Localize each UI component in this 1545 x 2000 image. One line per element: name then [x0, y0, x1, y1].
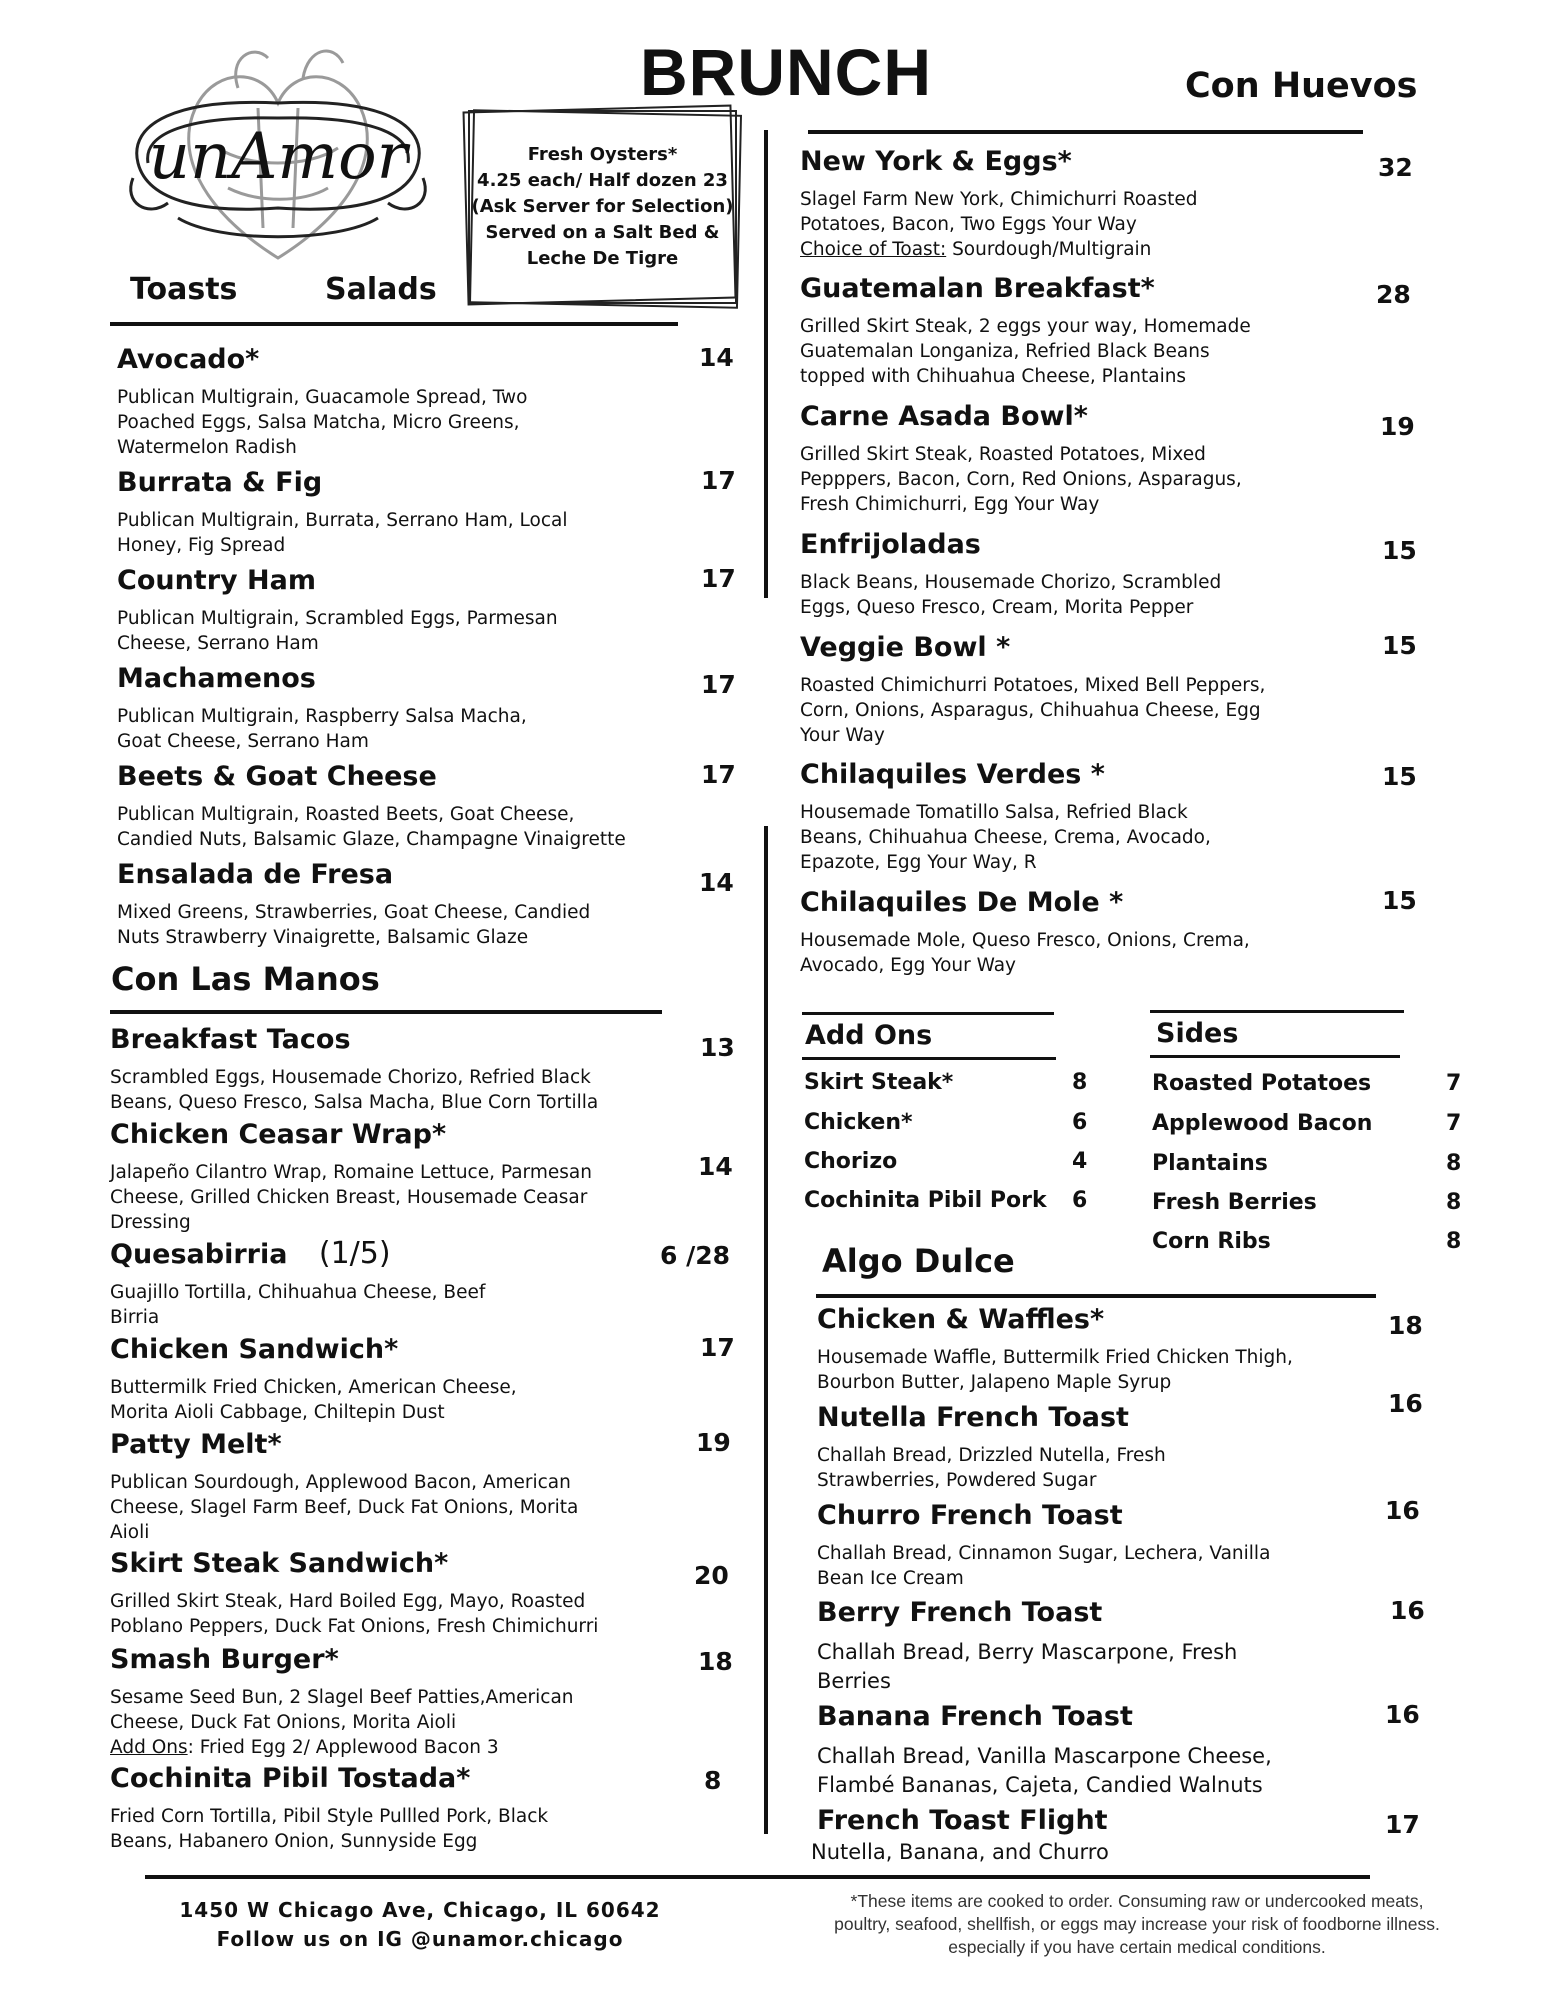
item-choice	[800, 237, 1420, 262]
item-name: Breakfast Tacos	[110, 1024, 351, 1055]
item-name: Banana French Toast	[817, 1701, 1133, 1732]
list-item	[110, 1333, 750, 1425]
item-desc: Jalapeño Cilantro Wrap, Romaine Lettuce, Parmesan Cheese, Grilled Chicken Breast, Housemade Ceasar Dressing	[110, 1162, 592, 1233]
item-name: Enfrijoladas	[800, 529, 981, 560]
add-on-item	[804, 1149, 1094, 1174]
add-on-item	[804, 1188, 1094, 1213]
item-name: Machamenos	[117, 663, 316, 694]
item-price: 18	[1388, 1311, 1423, 1340]
list-item	[117, 760, 777, 852]
add-on-price: 4	[1072, 1149, 1088, 1174]
item-price: 17	[700, 1333, 735, 1362]
item-price: 13	[700, 1033, 735, 1062]
item-desc: Mixed Greens, Strawberries, Goat Cheese, Candied Nuts Strawberry Vinaigrette, Balsamic Glaze	[117, 902, 591, 948]
item-desc: Publican Multigrain, Burrata, Serrano Ham, Local Honey, Fig Spread	[117, 510, 568, 556]
footer-instagram: Follow us on IG @unamor.chicago	[216, 1927, 624, 1951]
item-price: 15	[1382, 536, 1417, 565]
item-price: 8	[704, 1766, 722, 1795]
side-item	[1152, 1111, 1462, 1136]
add-on-name: Cochinita Pibil Pork	[804, 1188, 1047, 1213]
addons-text: : Fried Egg 2/ Applewood Bacon 3	[187, 1737, 499, 1758]
side-item	[1152, 1229, 1462, 1254]
add-on-item	[804, 1070, 1094, 1095]
side-price: 8	[1446, 1229, 1462, 1254]
item-name: Beets & Goat Cheese	[117, 761, 437, 792]
item-name: Chilaquiles De Mole *	[800, 887, 1124, 918]
column-divider-bottom	[764, 826, 768, 1834]
item-desc: Grilled Skirt Steak, Roasted Potatoes, Mixed Pepppers, Bacon, Corn, Red Onions, Asparagus, Fresh Chimichurri, Egg Your Way	[800, 444, 1242, 515]
item-name: Chicken Sandwich*	[110, 1334, 399, 1365]
side-name: Applewood Bacon	[1152, 1111, 1373, 1136]
item-desc: Housemade Mole, Queso Fresco, Onions, Crema, Avocado, Egg Your Way	[800, 930, 1250, 976]
disclaimer-line-3: especially if you have certain medical conditions.	[948, 1937, 1326, 1957]
item-price: 19	[696, 1428, 731, 1457]
oyster-line-5: Leche De Tigre	[526, 248, 679, 269]
item-price: 32	[1378, 153, 1413, 182]
item-price: 15	[1382, 762, 1417, 791]
item-price: 14	[699, 343, 734, 372]
item-price: 14	[699, 868, 734, 897]
item-desc: Fried Corn Tortilla, Pibil Style Pullled Pork, Black Beans, Habanero Onion, Sunnyside Egg	[110, 1806, 549, 1852]
list-item	[110, 1023, 750, 1115]
sides-rule-top	[1150, 1010, 1404, 1013]
add-ons-rule-bottom	[802, 1057, 1056, 1060]
add-on-name: Chicken*	[804, 1110, 913, 1135]
list-item	[800, 631, 1420, 748]
side-price: 8	[1446, 1151, 1462, 1176]
side-name: Roasted Potatoes	[1152, 1071, 1372, 1096]
item-name: Chicken & Waffles*	[817, 1304, 1105, 1335]
list-item	[817, 1303, 1437, 1395]
list-item	[117, 858, 737, 950]
side-item	[1152, 1151, 1462, 1176]
footer-address-block	[150, 1896, 690, 1954]
item-desc: Roasted Chimichurri Potatoes, Mixed Bell Peppers, Corn, Onions, Asparagus, Chihuahua Cheese, Egg Your Way	[800, 675, 1266, 746]
footer-rule	[145, 1875, 1370, 1879]
sides-heading: Sides	[1156, 1018, 1239, 1049]
oyster-line-3: (Ask Server for Selection)	[471, 196, 734, 217]
list-item	[817, 1596, 1437, 1696]
item-desc: Guajillo Tortilla, Chihuahua Cheese, Beef Birria	[110, 1282, 486, 1328]
item-portion: (1/5)	[318, 1236, 391, 1271]
item-desc: Publican Sourdough, Applewood Bacon, American Cheese, Slagel Farm Beef, Duck Fat Onions, Morita Aioli	[110, 1472, 579, 1543]
item-price: 16	[1385, 1700, 1420, 1729]
item-desc: Scrambled Eggs, Housemade Chorizo, Refried Black Beans, Queso Fresco, Salsa Macha, Blue Corn Tortilla	[110, 1067, 599, 1113]
item-desc: Housemade Waffle, Buttermilk Fried Chicken Thigh, Bourbon Butter, Jalapeno Maple Syrup	[817, 1347, 1293, 1393]
side-name: Fresh Berries	[1152, 1190, 1317, 1215]
list-item	[817, 1496, 1437, 1591]
item-name: Avocado*	[117, 344, 260, 375]
item-desc: Publican Multigrain, Scrambled Eggs, Parmesan Cheese, Serrano Ham	[117, 608, 558, 654]
item-name: Quesabirria	[110, 1239, 288, 1270]
list-item	[800, 272, 1420, 389]
disclaimer-line-1: *These items are cooked to order. Consuming raw or undercooked meats,	[850, 1891, 1424, 1911]
item-desc: Grilled Skirt Steak, 2 eggs your way, Homemade Guatemalan Longaniza, Refried Black Beans topped with Chihuahua Cheese, Plantains	[800, 316, 1251, 387]
item-price: 17	[701, 466, 736, 495]
item-name: Patty Melt*	[110, 1429, 282, 1460]
side-name: Plantains	[1152, 1151, 1268, 1176]
add-ons-heading: Add Ons	[805, 1020, 933, 1051]
page-title: BRUNCH	[640, 35, 932, 109]
item-name: Berry French Toast	[817, 1597, 1103, 1628]
item-name: Burrata & Fig	[117, 467, 323, 498]
list-item	[117, 466, 737, 558]
item-name: Nutella French Toast	[817, 1402, 1129, 1433]
item-name: Chicken Ceasar Wrap*	[110, 1119, 447, 1150]
item-name: Carne Asada Bowl*	[800, 401, 1088, 432]
item-desc: Publican Multigrain, Guacamole Spread, Two Poached Eggs, Salsa Matcha, Micro Greens, Watermelon Radish	[117, 387, 528, 458]
footer-disclaimer	[812, 1890, 1462, 1959]
footer-address: 1450 W Chicago Ave, Chicago, IL 60642	[179, 1898, 661, 1922]
list-item	[800, 145, 1420, 262]
toasts-heading: Toasts	[130, 272, 238, 307]
item-price: 17	[1385, 1810, 1420, 1839]
item-name: Country Ham	[117, 565, 316, 596]
item-price: 20	[694, 1561, 729, 1590]
list-item	[117, 662, 737, 754]
oyster-line-1: Fresh Oysters*	[527, 144, 678, 165]
sides-rule-bottom	[1150, 1055, 1400, 1058]
list-item	[817, 1389, 1437, 1493]
item-desc: Black Beans, Housemade Chorizo, Scrambled Eggs, Queso Fresco, Cream, Morita Pepper	[800, 572, 1222, 618]
side-price: 8	[1446, 1190, 1462, 1215]
side-item	[1152, 1071, 1462, 1096]
choice-label: Choice of Toast:	[800, 239, 947, 260]
item-desc: Challah Bread, Vanilla Mascarpone Cheese, Flambé Bananas, Cajeta, Candied Walnuts	[817, 1744, 1272, 1797]
item-price: 15	[1382, 631, 1417, 660]
disclaimer-line-2: poultry, seafood, shellfish, or eggs may increase your risk of foodborne illness.	[834, 1914, 1440, 1934]
side-item	[1152, 1190, 1462, 1215]
oyster-line-2: 4.25 each/ Half dozen 23	[477, 170, 728, 191]
list-item	[110, 1643, 750, 1760]
logo-text: unAmor	[148, 120, 408, 194]
item-desc: Slagel Farm New York, Chimichurri Roasted Potatoes, Bacon, Two Eggs Your Way	[800, 189, 1198, 235]
list-item	[800, 758, 1420, 875]
item-addons	[110, 1735, 750, 1760]
side-price: 7	[1446, 1111, 1462, 1136]
item-price: 17	[701, 564, 736, 593]
toasts-rule	[110, 322, 678, 326]
item-desc: Buttermilk Fried Chicken, American Cheese, Morita Aioli Cabbage, Chiltepin Dust	[110, 1377, 517, 1423]
add-on-name: Chorizo	[804, 1149, 898, 1174]
list-item	[110, 1762, 750, 1854]
list-item	[110, 1118, 750, 1235]
add-ons-rule-top	[802, 1012, 1054, 1015]
item-price: 17	[701, 760, 736, 789]
item-name: Smash Burger*	[110, 1644, 339, 1675]
column-divider-top	[764, 130, 768, 598]
add-on-name: Skirt Steak*	[804, 1070, 954, 1095]
choice-text: Sourdough/Multigrain	[946, 239, 1152, 260]
item-name: Cochinita Pibil Tostada*	[110, 1763, 471, 1794]
add-on-price: 6	[1072, 1110, 1088, 1135]
item-name-row	[110, 1237, 750, 1272]
algo-dulce-heading: Algo Dulce	[822, 1242, 1015, 1280]
con-huevos-heading: Con Huevos	[1185, 66, 1418, 106]
list-item	[811, 1804, 1437, 1867]
con-las-manos-heading: Con Las Manos	[111, 960, 380, 998]
item-price: 15	[1382, 886, 1417, 915]
item-price: 18	[698, 1647, 733, 1676]
con-huevos-rule	[808, 130, 1363, 134]
item-price: 16	[1388, 1389, 1423, 1418]
list-item	[117, 564, 737, 656]
con-las-manos-rule	[110, 1010, 662, 1014]
add-on-price: 8	[1072, 1070, 1088, 1095]
item-desc: Sesame Seed Bun, 2 Slagel Beef Patties,American Cheese, Duck Fat Onions, Morita Aioli	[110, 1687, 574, 1733]
item-name: Veggie Bowl *	[800, 632, 1011, 663]
item-name: Skirt Steak Sandwich*	[110, 1548, 449, 1579]
item-desc: Challah Bread, Cinnamon Sugar, Lechera, Vanilla Bean Ice Cream	[817, 1543, 1271, 1589]
item-name: Churro French Toast	[817, 1500, 1123, 1531]
list-item	[110, 1547, 750, 1639]
item-desc: Challah Bread, Berry Mascarpone, Fresh Berries	[817, 1640, 1238, 1693]
item-desc: Grilled Skirt Steak, Hard Boiled Egg, Mayo, Roasted Poblano Peppers, Duck Fat Onions, Fresh Chimichurri	[110, 1591, 599, 1637]
addons-label: Add Ons	[110, 1737, 188, 1758]
list-item	[800, 528, 1420, 620]
add-on-item	[804, 1110, 1094, 1135]
item-price: 6 /28	[660, 1241, 731, 1270]
oysters-box	[465, 108, 740, 306]
salads-heading: Salads	[325, 272, 437, 307]
item-name: New York & Eggs*	[800, 146, 1072, 177]
side-name: Corn Ribs	[1152, 1229, 1271, 1254]
item-desc: Nutella, Banana, and Churro	[811, 1840, 1109, 1864]
algo-dulce-rule	[816, 1294, 1376, 1298]
item-name: Chilaquiles Verdes *	[800, 759, 1105, 790]
item-price: 19	[1380, 412, 1415, 441]
item-desc: Challah Bread, Drizzled Nutella, Fresh Strawberries, Powdered Sugar	[817, 1445, 1166, 1491]
item-name: French Toast Flight	[817, 1805, 1108, 1836]
list-item	[817, 1700, 1437, 1800]
item-desc: Publican Multigrain, Roasted Beets, Goat Cheese, Candied Nuts, Balsamic Glaze, Champagne Vinaigrette	[117, 804, 626, 850]
list-item	[110, 1237, 750, 1330]
add-on-price: 6	[1072, 1188, 1088, 1213]
item-price: 17	[701, 670, 736, 699]
item-name: Ensalada de Fresa	[117, 859, 394, 890]
side-price: 7	[1446, 1071, 1462, 1096]
item-desc: Housemade Tomatillo Salsa, Refried Black Beans, Chihuahua Cheese, Crema, Avocado, Epazote, Egg Your Way, R	[800, 802, 1211, 873]
item-desc: Publican Multigrain, Raspberry Salsa Macha, Goat Cheese, Serrano Ham	[117, 706, 527, 752]
item-price: 16	[1385, 1496, 1420, 1525]
item-price: 14	[698, 1152, 733, 1181]
list-item	[800, 886, 1420, 978]
list-item	[117, 343, 737, 460]
oyster-line-4: Served on a Salt Bed &	[485, 222, 720, 243]
unamor-logo	[118, 28, 438, 278]
item-name: Guatemalan Breakfast*	[800, 273, 1155, 304]
list-item	[800, 400, 1420, 517]
item-price: 28	[1376, 280, 1411, 309]
item-price: 16	[1390, 1596, 1425, 1625]
list-item	[110, 1428, 750, 1545]
